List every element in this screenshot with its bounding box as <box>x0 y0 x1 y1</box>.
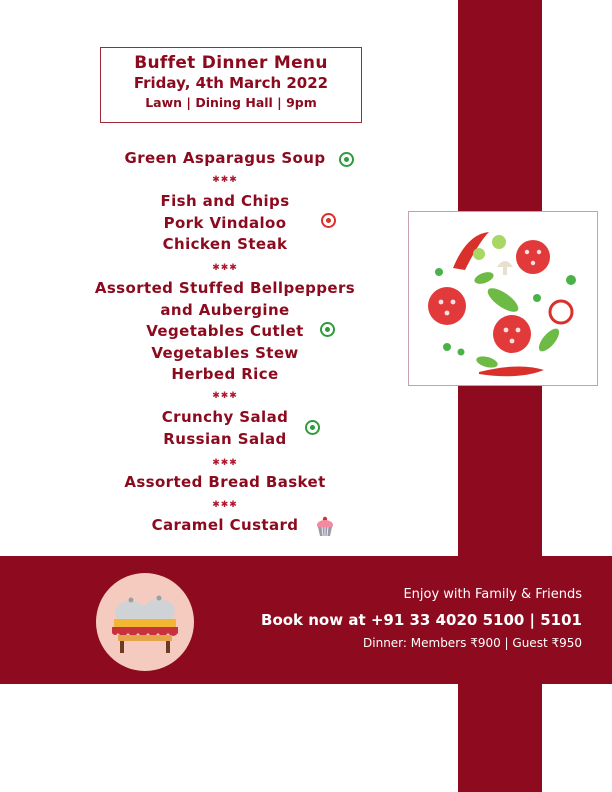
separator: ✱✱✱ <box>212 391 238 401</box>
menu-section-bread <box>80 472 370 494</box>
menu-item: Pork Vindaloo <box>163 213 287 232</box>
menu-date: Friday, 4th March 2022 <box>133 74 329 92</box>
menu-item: and Aubergine <box>160 300 290 319</box>
menu-item: Caramel Custard <box>151 516 299 534</box>
menu-header <box>100 47 362 123</box>
menu-venue: Lawn | Dining Hall | 9pm <box>145 95 317 110</box>
non-veg-mark-icon <box>321 213 336 228</box>
vegetable-illustration <box>408 211 598 386</box>
footer-booking: Book now at +91 33 4020 5100 | 5101 <box>261 611 582 629</box>
menu-item: Crunchy Salad <box>161 408 289 426</box>
veg-mark-icon <box>305 420 320 435</box>
menu-section-soup <box>80 148 370 170</box>
menu-item: Assorted Stuffed Bellpeppers <box>94 279 356 297</box>
separator: ✱✱✱ <box>212 263 238 273</box>
menu-title: Buffet Dinner Menu <box>134 53 328 73</box>
menu-section-salads <box>80 407 370 450</box>
buffet-chafing-dish-icon <box>96 573 194 671</box>
veg-mark-icon <box>320 322 335 337</box>
menu-item: Herbed Rice <box>171 365 279 383</box>
menu-item: Fish and Chips <box>160 192 290 210</box>
footer-tagline: Enjoy with Family & Friends <box>403 587 582 602</box>
menu-item: Chicken Steak <box>162 235 288 253</box>
footer-pricing: Dinner: Members ₹900 | Guest ₹950 <box>363 636 582 650</box>
veg-mark-icon <box>339 152 354 167</box>
separator: ✱✱✱ <box>212 175 238 185</box>
separator: ✱✱✱ <box>212 458 238 468</box>
menu-item: Assorted Bread Basket <box>124 473 326 491</box>
separator: ✱✱✱ <box>212 500 238 510</box>
cupcake-icon <box>315 514 335 538</box>
menu-item: Russian Salad <box>163 429 287 448</box>
menu-item: Green Asparagus Soup <box>124 149 326 167</box>
menu-item: Vegetables Cutlet <box>146 322 304 340</box>
menu-item: Vegetables Stew <box>151 343 299 362</box>
